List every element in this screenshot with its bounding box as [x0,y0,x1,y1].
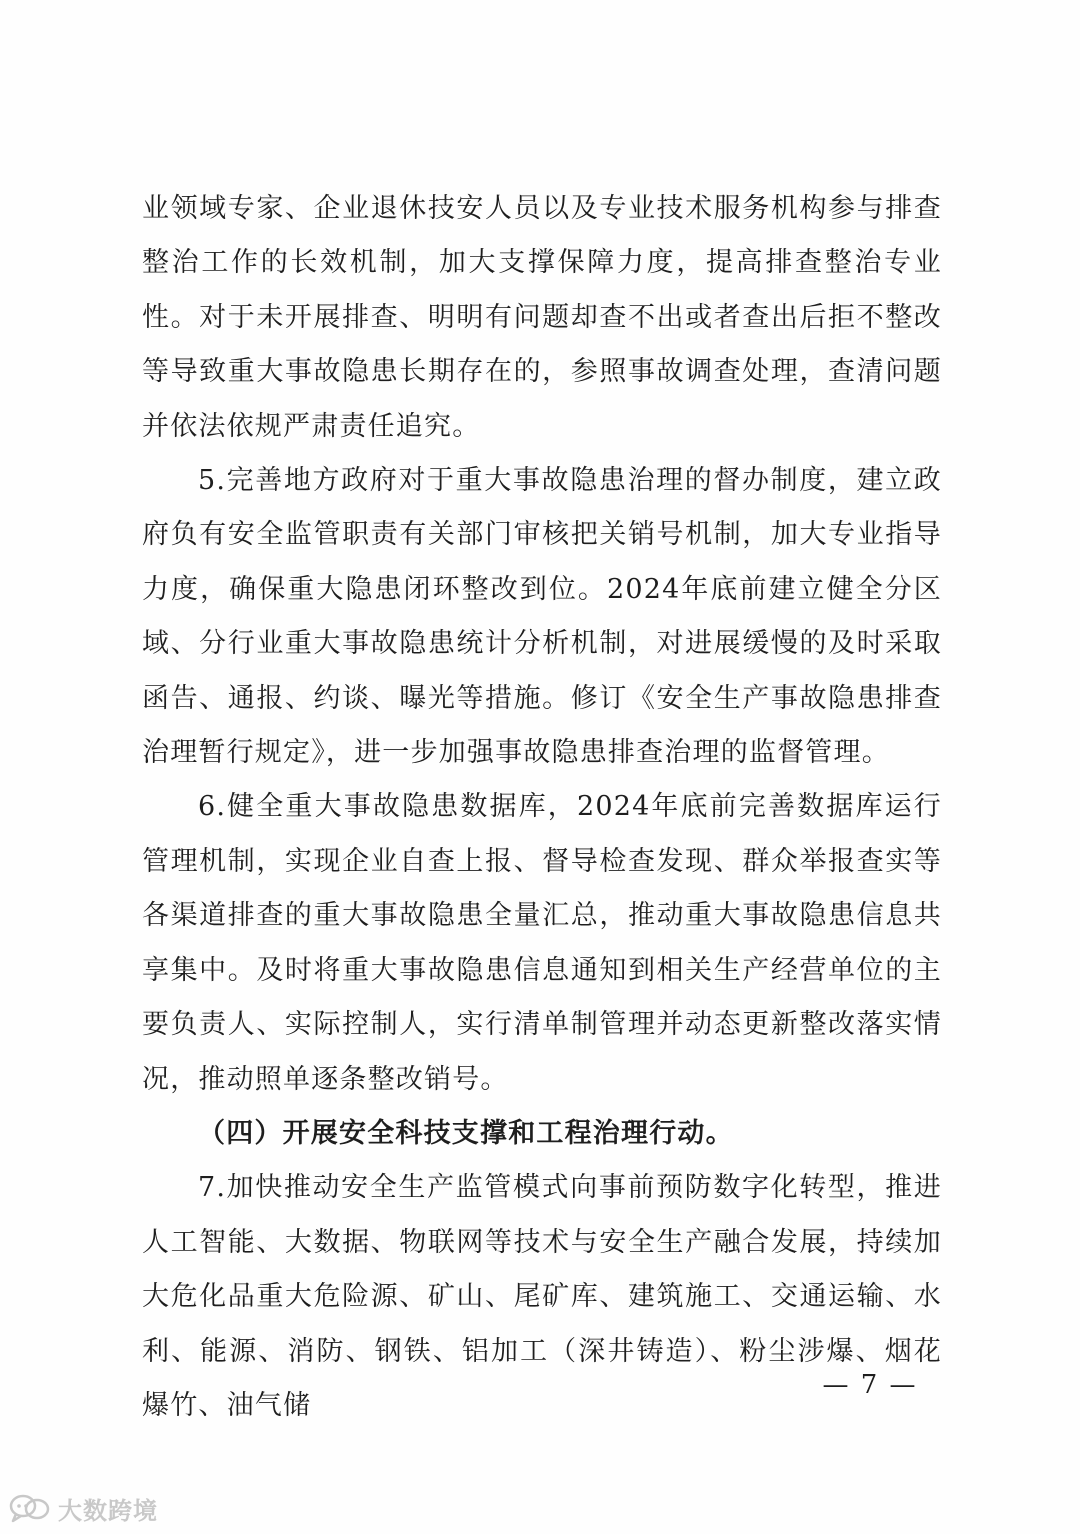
chat-bubble-logo-icon [8,1492,52,1524]
paragraph-item-5: 5.完善地方政府对于重大事故隐患治理的督办制度，建立政府负有安全监管职责有关部门审核把关销号机制，加大专业指导力度，确保重大隐患闭环整改到位。2024年底前建立健全分区域、分行业重大事故隐患统计分析机制，对进展缓慢的及时采取函告、通报、约谈、曝光等措施。修订《安全生产事故隐患排查治理暂行规定》，进一步加强事故隐患排查治理的监督管理。 [142,465,942,769]
paragraph-item-6: 6.健全重大事故隐患数据库，2024年底前完善数据库运行管理机制，实现企业自查上报、督导检查发现、群众举报查实等各渠道排查的重大事故隐患全量汇总，推动重大事故隐患信息共享集中。及时将重大事故隐患信息通知到相关生产经营单位的主要负责人、实际控制人，实行清单制管理并动态更新整改落实情况，推动照单逐条整改销号。 [142,791,942,1095]
page-number: — 7 — [822,1370,918,1400]
paragraph-continuation: 业领域专家、企业退休技安人员以及专业技术服务机构参与排查整治工作的长效机制，加大支撑保障力度，提高排查整治专业性。对于未开展排查、明明有问题却查不出或者查出后拒不整改等导致重大事故隐患长期存在的，参照事故调查处理，查清问题并依法依规严肃责任追究。 [142,193,942,442]
section-heading: （四）开展安全科技支撑和工程治理行动。 [198,1117,734,1149]
document-body [142,182,942,1433]
watermark [8,1490,158,1526]
watermark-text: 大数跨境 [58,1496,158,1525]
paragraph-item-7: 7.加快推动安全生产监管模式向事前预防数字化转型，推进人工智能、大数据、物联网等技术与安全生产融合发展，持续加大危化品重大危险源、矿山、尾矿库、建筑施工、交通运输、水利、能源、消防、钢铁、铝加工（深井铸造）、粉尘涉爆、烟花爆竹、油气储 [142,1172,942,1421]
